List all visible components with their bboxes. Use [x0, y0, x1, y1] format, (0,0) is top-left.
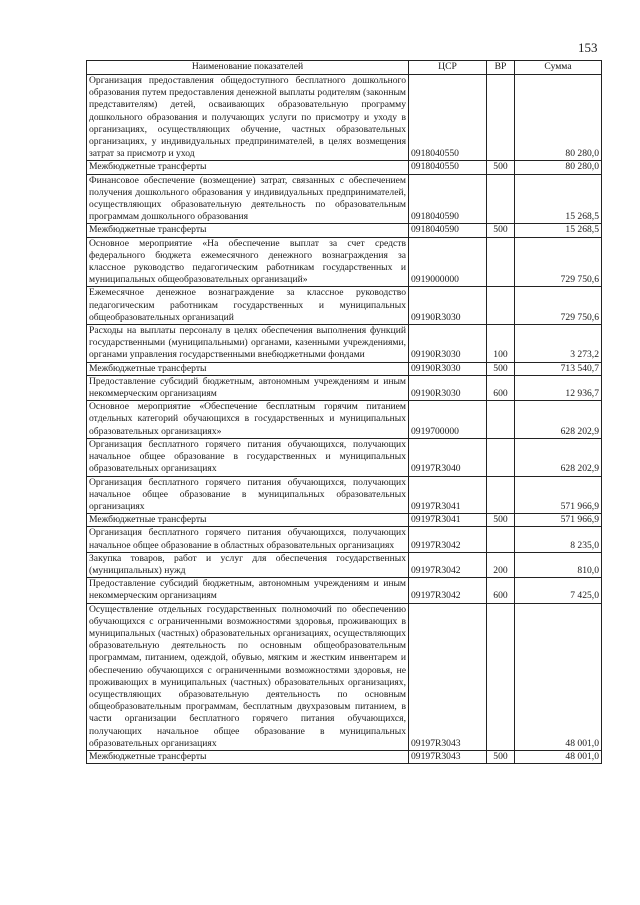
cell-name: Осуществление отдельных государственных полномочий по обеспечению обучающихся с ограниченными возможностями здоровья, проживающих в муниципальных (частных) образовательных организациях, осуществляющих образовательную деятельность по основным общеобразовательным программам, питанием, одеждой, обувью, мягким и жестким инвентарем и обеспечению обучающихся с ограниченными возможностями здоровья, не проживающих в муниципальных (частных) образовательных организациях, осуществляющих образовательную деятельность по основным общеобразовательным программам, бесплатным двухразовым питанием, в части организации бесплатного горячего питания обучающихся, получающих начальное общее образование в муниципальных образовательных организациях — [87, 603, 409, 750]
cell-name: Межбюджетные трансферты — [87, 161, 409, 174]
cell-csr: 09190R3030 — [409, 375, 487, 400]
cell-name: Основное мероприятие «На обеспечение выплат за счет средств федерального бюджета ежемесячного денежного вознаграждения за классное руководство педагогическим работникам государственных и муниципальных общеобразовательных организаций» — [87, 237, 409, 287]
cell-vr — [487, 174, 515, 224]
cell-name: Расходы на выплаты персоналу в целях обеспечения выполнения функций государственными (муниципальными) органами, казенными учреждениями, органами управления государственными внебюджетными фондами — [87, 325, 409, 363]
cell-csr: 09197R3043 — [409, 750, 487, 763]
table-row — [87, 75, 602, 161]
cell-vr — [487, 476, 515, 514]
table-row — [87, 362, 602, 375]
cell-name: Межбюджетные трансферты — [87, 514, 409, 527]
table-row — [87, 161, 602, 174]
cell-name: Межбюджетные трансферты — [87, 224, 409, 237]
cell-sum: 80 280,0 — [515, 161, 602, 174]
cell-sum: 80 280,0 — [515, 75, 602, 161]
cell-vr — [487, 237, 515, 287]
cell-name: Предоставление субсидий бюджетным, автономным учреждениям и иным некоммерческим организациям — [87, 578, 409, 603]
cell-name: Организация предоставления общедоступного бесплатного дошкольного образования путем предоставления денежной выплаты родителям (законным представителям) детей, осваивающих образовательную программу дошкольного образования и получающих услуги по присмотру и уходу в организациях, осуществляющих обучение, частных образовательных организациях, у индивидуальных предпринимателей, в целях возмещения затрат за присмотр и уход — [87, 75, 409, 161]
table-row — [87, 375, 602, 400]
table-row — [87, 325, 602, 363]
cell-name: Организация бесплатного горячего питания обучающихся, получающих начальное общее образование в областных образовательных организациях — [87, 527, 409, 552]
cell-sum: 7 425,0 — [515, 578, 602, 603]
cell-csr: 0919700000 — [409, 401, 487, 439]
cell-csr: 0918040590 — [409, 224, 487, 237]
table-row — [87, 438, 602, 476]
table-row — [87, 514, 602, 527]
cell-sum: 48 001,0 — [515, 603, 602, 750]
table-row — [87, 578, 602, 603]
page-number: 153 — [578, 40, 598, 55]
table-row — [87, 224, 602, 237]
cell-vr: 500 — [487, 161, 515, 174]
cell-name: Финансовое обеспечение (возмещение) затрат, связанных с обеспечением получения дошкольного образования у индивидуальных предпринимателей, осуществляющих образовательную деятельность по образовательным программам дошкольного образования — [87, 174, 409, 224]
cell-csr: 09197R3042 — [409, 578, 487, 603]
cell-sum: 729 750,6 — [515, 287, 602, 325]
table-row — [87, 287, 602, 325]
cell-name: Основное мероприятие «Обеспечение бесплатным горячим питанием отдельных категорий обучающихся в государственных и муниципальных образовательных организациях» — [87, 401, 409, 439]
cell-vr — [487, 401, 515, 439]
cell-sum: 48 001,0 — [515, 750, 602, 763]
cell-sum: 15 268,5 — [515, 174, 602, 224]
cell-sum: 8 235,0 — [515, 527, 602, 552]
budget-table — [86, 60, 602, 764]
cell-csr: 09197R3042 — [409, 527, 487, 552]
cell-sum: 713 540,7 — [515, 362, 602, 375]
cell-csr: 0918040590 — [409, 174, 487, 224]
cell-sum: 628 202,9 — [515, 438, 602, 476]
cell-name: Закупка товаров, работ и услуг для обеспечения государственных (муниципальных) нужд — [87, 552, 409, 577]
cell-csr: 09197R3043 — [409, 603, 487, 750]
cell-vr: 600 — [487, 375, 515, 400]
table-row — [87, 750, 602, 763]
header-name: Наименование показателей — [87, 61, 409, 75]
table-header-row — [87, 61, 602, 75]
cell-sum: 15 268,5 — [515, 224, 602, 237]
cell-csr: 09197R3041 — [409, 514, 487, 527]
cell-vr: 500 — [487, 750, 515, 763]
cell-csr: 09197R3041 — [409, 476, 487, 514]
table-row — [87, 603, 602, 750]
table-row — [87, 527, 602, 552]
cell-csr: 09190R3030 — [409, 325, 487, 363]
cell-name: Организация бесплатного горячего питания обучающихся, получающих начальное общее образование в государственных и муниципальных образовательных организациях — [87, 438, 409, 476]
cell-name: Межбюджетные трансферты — [87, 750, 409, 763]
cell-sum: 729 750,6 — [515, 237, 602, 287]
cell-sum: 3 273,2 — [515, 325, 602, 363]
cell-vr — [487, 438, 515, 476]
table-row — [87, 174, 602, 224]
cell-csr: 0918040550 — [409, 75, 487, 161]
cell-csr: 09197R3040 — [409, 438, 487, 476]
cell-vr: 500 — [487, 224, 515, 237]
cell-sum: 810,0 — [515, 552, 602, 577]
table-row — [87, 476, 602, 514]
cell-name: Ежемесячное денежное вознаграждение за классное руководство педагогическим работникам государственных и муниципальных общеобразовательных организаций — [87, 287, 409, 325]
cell-sum: 571 966,9 — [515, 476, 602, 514]
cell-csr: 09190R3030 — [409, 362, 487, 375]
cell-vr — [487, 75, 515, 161]
cell-vr — [487, 287, 515, 325]
cell-vr — [487, 603, 515, 750]
cell-vr: 100 — [487, 325, 515, 363]
table-row — [87, 237, 602, 287]
cell-csr: 0918040550 — [409, 161, 487, 174]
cell-csr: 09197R3042 — [409, 552, 487, 577]
cell-vr: 200 — [487, 552, 515, 577]
cell-name: Межбюджетные трансферты — [87, 362, 409, 375]
cell-sum: 571 966,9 — [515, 514, 602, 527]
table-body — [87, 75, 602, 764]
cell-vr: 500 — [487, 362, 515, 375]
cell-name: Предоставление субсидий бюджетным, автономным учреждениям и иным некоммерческим организациям — [87, 375, 409, 400]
table-row — [87, 552, 602, 577]
cell-sum: 628 202,9 — [515, 401, 602, 439]
header-vr: ВР — [487, 61, 515, 75]
cell-vr — [487, 527, 515, 552]
cell-csr: 0919000000 — [409, 237, 487, 287]
cell-csr: 09190R3030 — [409, 287, 487, 325]
cell-sum: 12 936,7 — [515, 375, 602, 400]
cell-name: Организация бесплатного горячего питания обучающихся, получающих начальное общее образование в муниципальных образовательных организациях — [87, 476, 409, 514]
header-csr: ЦСР — [409, 61, 487, 75]
header-sum: Сумма — [515, 61, 602, 75]
cell-vr: 500 — [487, 514, 515, 527]
cell-vr: 600 — [487, 578, 515, 603]
table-row — [87, 401, 602, 439]
